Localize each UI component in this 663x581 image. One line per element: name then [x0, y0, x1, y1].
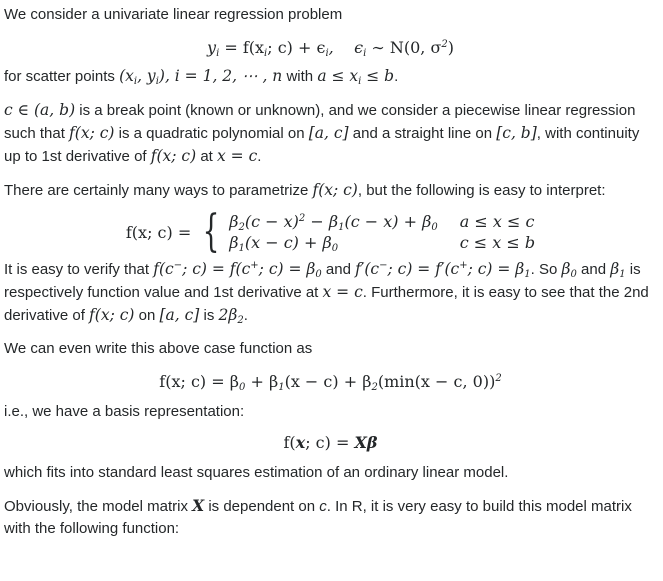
verification-paragraph: It is easy to verify that f(c−; c) = f(c+; $c) = \beta_0$ and f′(c−; c) = f′(c+; $c) = \beta_1$. So $\beta_0$ and $\beta_1$ is respectively function value and 1st derivative at x = c. Furthermore, it is easy to see that the 2nd derivative of f(x; c) on [a, c] is $2\beta_2$. — [4, 260, 649, 326]
case-2-expression: $\beta_1(x - c) + \beta_0$ — [229, 233, 339, 254]
parametrize-paragraph: There are certainly many ways to parametrize f(x; c), but the following is easy to interpret: — [4, 181, 606, 199]
combined-equation: f(x; $c) = \beta_0 + \beta_1(x - c) + \beta_2(\min(x - c$, 0))$^2$ — [159, 372, 502, 393]
case-2-condition: c ≤ x ≤ b — [459, 233, 536, 252]
case-1-condition: a ≤ x ≤ c — [459, 212, 535, 231]
basis-paragraph: i.e., we have a basis representation: — [4, 403, 245, 420]
domain-math: $a \le x_i \le b$ — [317, 67, 395, 87]
regression-equation: $y_i = f(x_i$; $c) + \epsilon_i$, $\epsilon_i$ ∼ N(0, $\sigma^2$) — [207, 38, 454, 59]
intro-paragraph — [4, 4, 657, 26]
basis-equation: f(x; c) = Xβ — [283, 433, 378, 452]
intro-text: We consider a univariate linear regression problem — [4, 6, 343, 23]
least-squares-paragraph: which fits into standard least squares estimation of an ordinary linear model. — [4, 464, 509, 481]
scatter-points-paragraph: for scatter points ($x_i$, $y_i$), i = 1, 2, ⋯ , n with $a \le x_i \le b$. — [4, 67, 399, 87]
left-brace: { — [202, 206, 220, 257]
scatter-points-math: ($x_i$, $y_i$), i = 1, 2, ⋯ , n — [119, 67, 283, 87]
cases-grid — [229, 212, 535, 252]
piecewise-equation: f(x; c) = { $\beta_2(c - x)^2 - \beta_1(c - x) + \beta_0$ a ≤ x ≤ c $\beta_1(x - c) + \beta_0$ c ≤ x ≤ b — [125, 206, 536, 257]
case-1-expression: $\beta_2(c - x)^2 - \beta_1(c - x) + \beta_0$ — [229, 212, 438, 233]
model-matrix-paragraph: Obviously, the model matrix X is dependent on c. In R, it is very easy to build this model matrix with the following function: — [4, 496, 632, 537]
case-function-paragraph: We can even write this above case function as — [4, 340, 313, 357]
break-point-paragraph: c ∈ (a, b) is a break point (known or unknown), and we consider a piecewise linear regression such that f(x; c) is a quadratic polynomial on [a, c] and a straight line on [c, b], with continuity up to 1st derivative of f(x; c) at x = c. — [4, 101, 640, 165]
